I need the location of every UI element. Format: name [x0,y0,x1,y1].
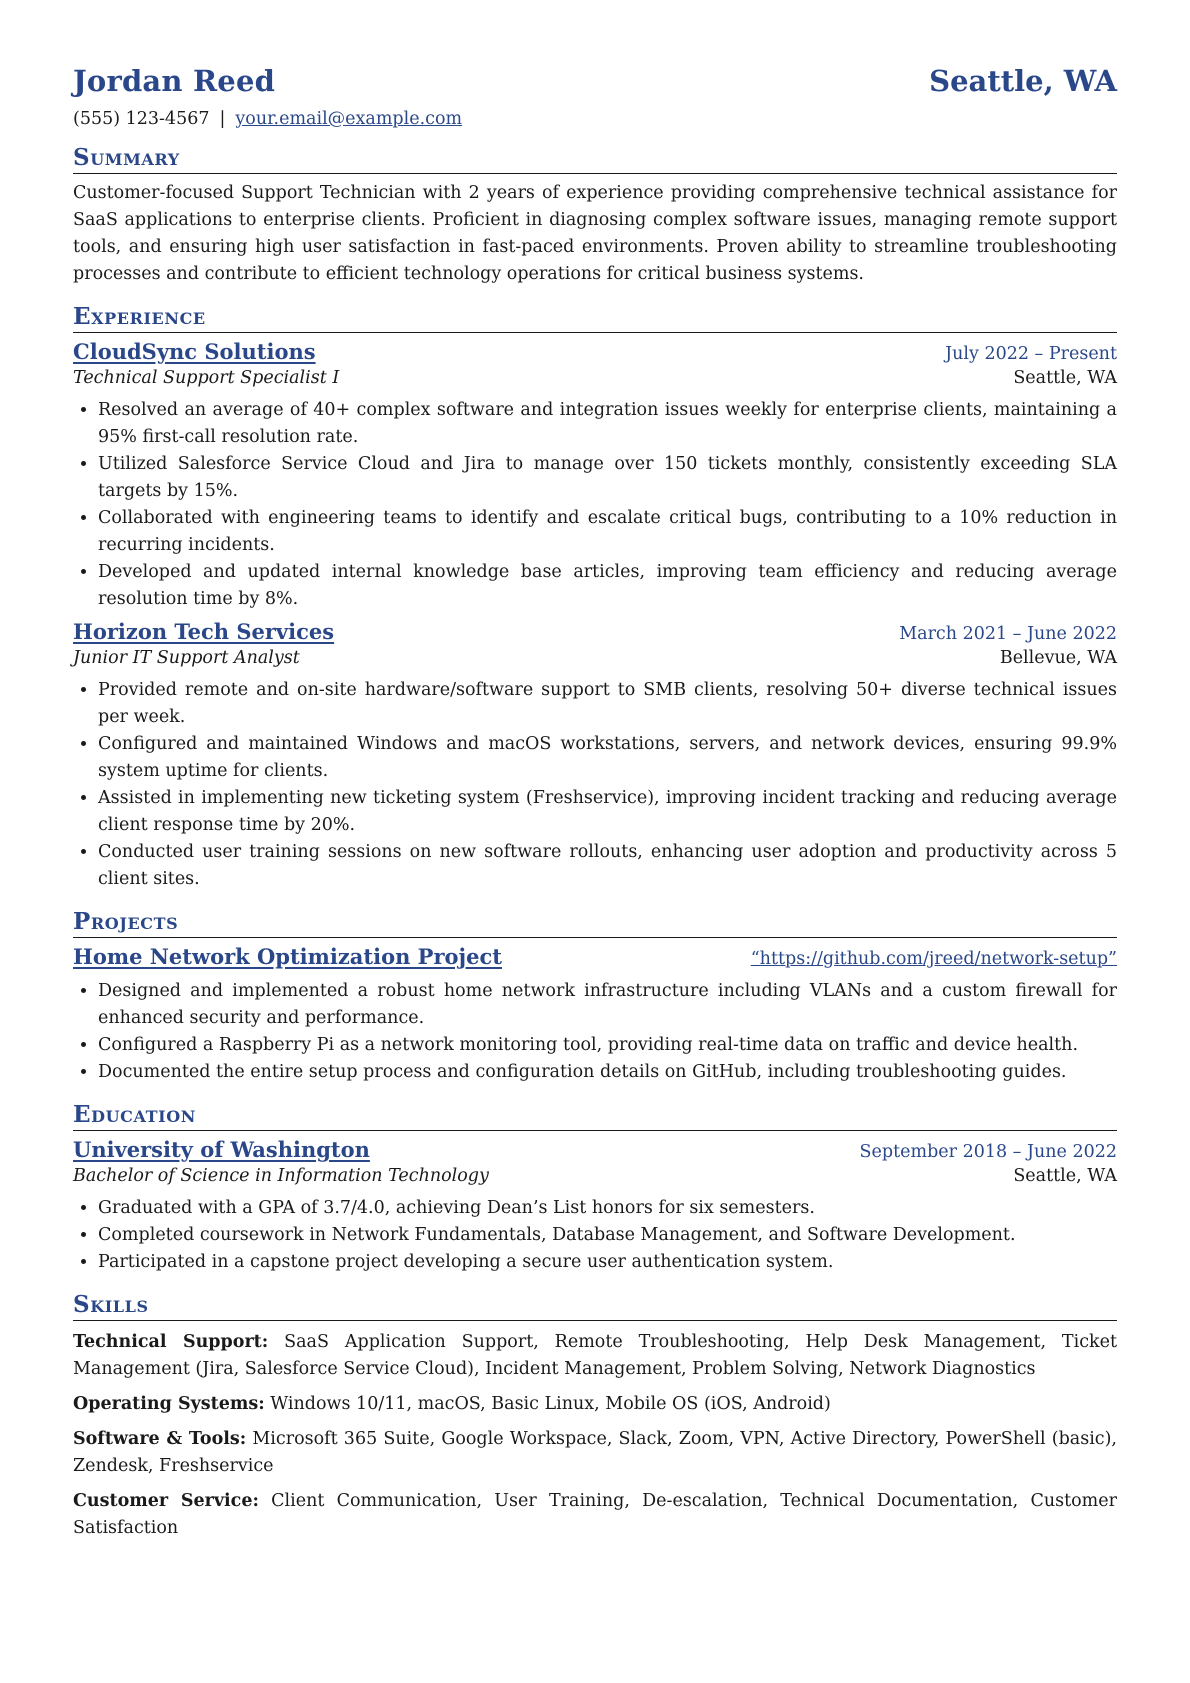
skill-label: Technical Support: [73,1332,269,1352]
skill-group [73,1426,1117,1480]
degree: Bachelor of Science in Information Technology [73,1166,489,1186]
skill-group [73,1391,1117,1418]
entry-header [73,619,1117,644]
bullet-item: • Conducted user training sessions on new software rollouts, enhancing user adoption and productivity across 5 client sites. [98,839,1117,893]
skill-list: Windows 10/11, macOS, Basic Linux, Mobile OS (iOS, Android) [270,1394,831,1414]
bullet-item: • Provided remote and on-site hardware/software support to SMB clients, resolving 50+ diverse technical issues per week. [98,677,1117,731]
skill-label: Software & Tools: [73,1429,247,1449]
employment-dates: July 2022 – Present [945,344,1117,364]
bullet-list [73,677,1117,893]
employment-dates: March 2021 – June 2022 [899,624,1117,644]
education-dates: September 2018 – June 2022 [859,1142,1117,1162]
candidate-location: Seattle, WA [929,64,1117,98]
section-title-skills: Skills [73,1290,1117,1321]
skill-label: Customer Service: [73,1491,259,1511]
section-title-experience: Experience [73,302,1117,333]
bullet-item: • Designed and implemented a robust home network infrastructure including VLANs and a custom firewall for enhanced security and performance. [98,978,1117,1032]
bullet-item: • Developed and updated internal knowledge base articles, improving team efficiency and reducing average resolution time by 8%. [98,559,1117,613]
project-name[interactable]: Home Network Optimization Project [73,944,502,969]
contact-line [73,109,1117,129]
entry-header [73,339,1117,364]
job-location: Seattle, WA [1013,368,1117,388]
skill-list: Microsoft 365 Suite, Google Workspace, Slack, Zoom, VPN, Active Directory, PowerShell (basic), Zendesk, Freshservice [73,1429,1117,1476]
bullet-item: • Resolved an average of 40+ complex software and integration issues weekly for enterprise clients, maintaining a 95% first-call resolution rate. [98,397,1117,451]
entry-subheader [73,368,1117,388]
bullet-item: • Completed coursework in Network Fundamentals, Database Management, and Software Development. [98,1222,1117,1249]
section-title-summary: Summary [73,143,1117,174]
skill-group [73,1488,1117,1542]
education-entry [73,1137,1117,1276]
bullet-list [73,978,1117,1086]
bullet-item: • Configured and maintained Windows and macOS workstations, servers, and network devices, ensuring 99.9% system uptime for clients. [98,731,1117,785]
section-title-projects: Projects [73,907,1117,938]
job-title: Technical Support Specialist I [73,368,340,388]
bullet-item: • Configured a Raspberry Pi as a network monitoring tool, providing real-time data on traffic and device health. [98,1032,1117,1059]
section-title-education: Education [73,1100,1117,1131]
project-entry [73,944,1117,1086]
skill-list: SaaS Application Support, Remote Troubleshooting, Help Desk Management, Ticket Management (Jira, Salesforce Service Cloud), Incident Management, Problem Solving, Network Diagnostics [73,1332,1118,1379]
entry-header [73,944,1117,969]
job-title: Junior IT Support Analyst [73,648,300,668]
bullet-item: • Collaborated with engineering teams to identify and escalate critical bugs, contributing to a 10% reduction in recurring incidents. [98,505,1117,559]
skill-list: Client Communication, User Training, De-escalation, Technical Documentation, Customer Satisfaction [73,1491,1117,1538]
company-name[interactable]: Horizon Tech Services [73,619,335,644]
entry-subheader [73,648,1117,668]
experience-entry [73,619,1117,893]
company-name[interactable]: CloudSync Solutions [73,339,316,364]
resume-header [73,64,1117,98]
bullet-list [73,397,1117,613]
experience-entry [73,339,1117,613]
school-name[interactable]: University of Washington [73,1137,370,1162]
bullet-item: • Assisted in implementing new ticketing system (Freshservice), improving incident tracking and reducing average client response time by 20%. [98,785,1117,839]
entry-subheader [73,1166,1117,1186]
job-location: Bellevue, WA [999,648,1117,668]
bullet-item: • Documented the entire setup process and configuration details on GitHub, including troubleshooting guides. [98,1059,1117,1086]
phone-number: (555) 123-4567 [73,109,210,129]
bullet-list [73,1195,1117,1276]
skill-group [73,1329,1117,1383]
school-location: Seattle, WA [1013,1166,1117,1186]
project-link[interactable]: “https://github.com/jreed/network-setup” [750,949,1117,969]
skill-label: Operating Systems: [73,1394,265,1414]
summary-text: Customer-focused Support Technician with 2 years of experience providing comprehensive technical assistance for SaaS applications to enterprise clients. Proficient in diagnosing complex software issues, managing remote support tools, and ensuring high user satisfaction in fast-paced environments. Proven ability to streamline troubleshooting processes and contribute to efficient technology operations for critical business systems. [73,183,1117,284]
candidate-name: Jordan Reed [73,64,276,98]
entry-header [73,1137,1117,1162]
email-link[interactable]: your.email@example.com [235,109,463,129]
bullet-item: • Participated in a capstone project developing a secure user authentication system. [98,1249,1117,1276]
bullet-item: • Utilized Salesforce Service Cloud and Jira to manage over 150 tickets monthly, consistently exceeding SLA targets by 15%. [98,451,1117,505]
bullet-item: • Graduated with a GPA of 3.7/4.0, achieving Dean’s List honors for six semesters. [98,1195,1117,1222]
contact-separator: | [219,109,226,129]
